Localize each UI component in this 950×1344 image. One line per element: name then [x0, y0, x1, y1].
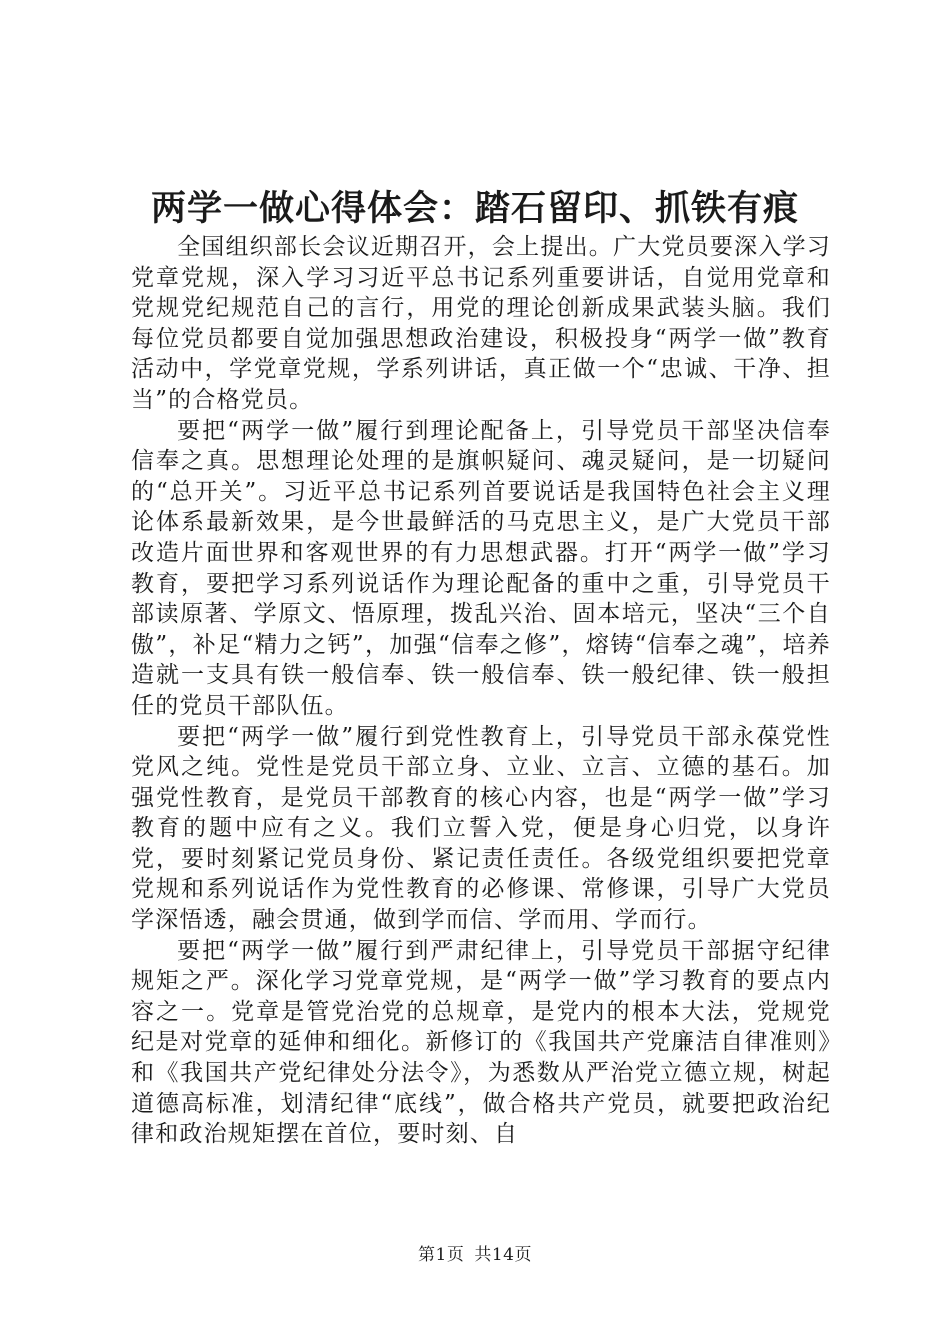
- document-title: 两学一做心得体会：踏石留印、抓铁有痕: [150, 189, 799, 229]
- page-footer: [0, 1243, 950, 1267]
- paragraph: 全国组织部长会议近期召开，会上提出。广大党员要深入学习党章党规，深入学习习近平总书记系列重要讲话，自觉用党章和党规党纪规范自己的言行，用党的理论创新成果武装头脑。我们每位党员都要自觉加强思想政治建设，积极投身“两学一做”教育活动中，学党章党规，学系列讲话，真正做一个“忠诚、干净、担当”的合格党员。: [131, 234, 831, 413]
- paragraph: 要把“两学一做”履行到理论配备上，引导党员干部坚决信奉信奉之真。思想理论处理的是旗帜疑问、魂灵疑问，是一切疑问的“总开关”。习近平总书记系列首要说话是我国特色社会主义理论体系最新效果，是今世最鲜活的马克思主义，是广大党员干部改造片面世界和客观世界的有力思想武器。打开“两学一做”学习教育，要把学习系列说话作为理论配备的重中之重，引导党员干部读原著、学原文、悟原理，拨乱兴治、固本培元，坚决“三个自傲”，补足“精力之钙”，加强“信奉之修”，熔铸“信奉之魂”，培养造就一支具有铁一般信奉、铁一般信奉、铁一般纪律、铁一般担任的党员干部队伍。: [131, 417, 831, 719]
- page-total: 共14页: [474, 1245, 532, 1265]
- paragraph: 要把“两学一做”履行到严肃纪律上，引导党员干部据守纪律规矩之严。深化学习党章党规，是“两学一做”学习教育的要点内容之一。党章是管党治党的总规章，是党内的根本大法，党规党纪是对党章的延伸和细化。新修订的《我国共产党廉洁自律准则》和《我国共产党纪律处分法令》，为悉数从严治党立德立规，树起道德高标准，划清纪律“底线”，做合格共产党员，就要把政治纪律和政治规矩摆在首位，要时刻、自: [131, 937, 831, 1148]
- document-body: [131, 232, 831, 1150]
- page-number: 第1页: [418, 1245, 465, 1265]
- paragraph: 要把“两学一做”履行到党性教育上，引导党员干部永葆党性党风之纯。党性是党员干部立身、立业、立言、立德的基石。加强党性教育，是党员干部教育的核心内容，也是“两学一做”学习教育的题中应有之义。我们立誓入党，便是身心归党，以身许党，要时刻紧记党员身份、紧记责任责任。各级党组织要把党章党规和系列说话作为党性教育的必修课、常修课，引导广大党员学深悟透，融会贯通，做到学而信、学而用、学而行。: [131, 723, 831, 934]
